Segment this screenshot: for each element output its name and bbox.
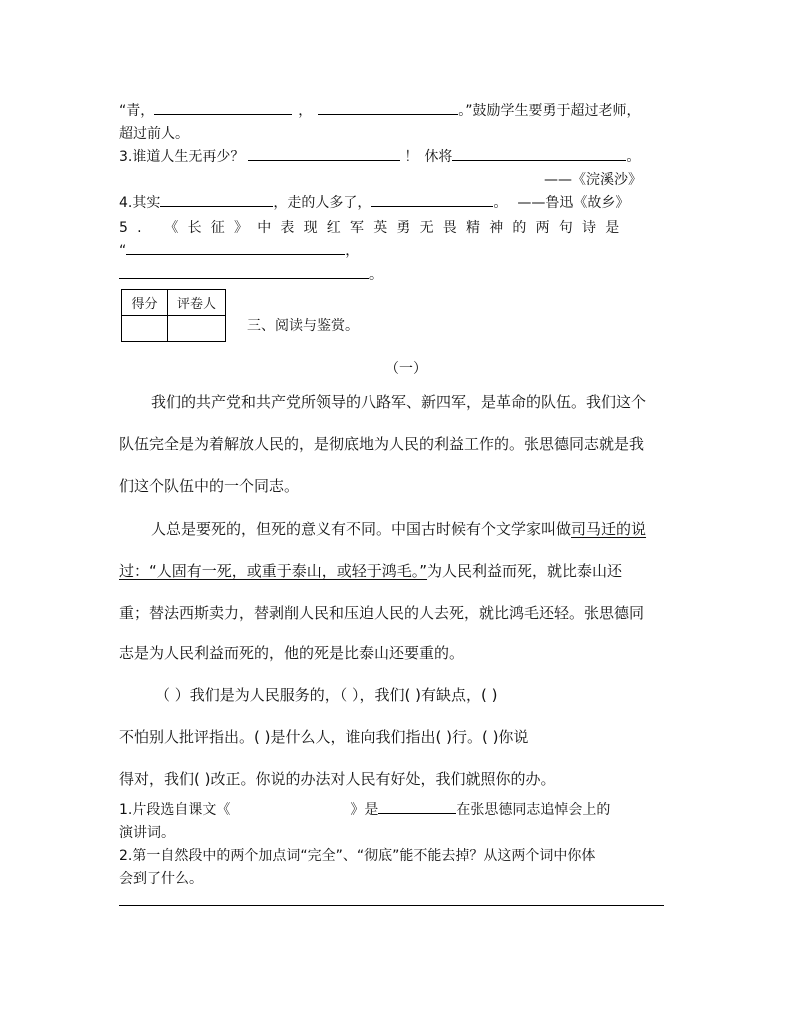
q2-blank-1[interactable] <box>154 101 292 115</box>
q2-end-quote: 。” <box>458 103 473 119</box>
passage-p2-l2-underlined: 过：“人固有一死，或重于泰山，或轻于鸿毛。” <box>119 562 428 580</box>
passage-p3-l3: 得对，我们( )改正。你说的办法对人民有好处，我们就照你的办。 <box>119 770 556 788</box>
question-2-line1: 2.第一自然段中的两个加点词“完全”、“彻底”能不能去掉？从这两个词中你体 <box>119 848 596 864</box>
q4-source: ——鲁迅《故乡》 <box>517 195 630 211</box>
q2-line2: 超过前人。 <box>119 126 189 142</box>
q5-blank-1[interactable] <box>126 241 345 255</box>
q5-end: 。 <box>369 267 383 283</box>
q5-open-quote: “ <box>119 243 127 259</box>
q3-text-b: 休将 <box>424 149 453 165</box>
q3-excl: ！ <box>404 149 419 165</box>
q4-text-a: 其实 <box>132 195 161 211</box>
score-table <box>121 289 226 342</box>
part-heading: （一） <box>385 361 427 377</box>
passage-p2-l3: 重；替法西斯卖力，替剥削人民和压迫人民的人去死，就比鸿毛还轻。张思德同 <box>119 604 645 622</box>
score-cell[interactable] <box>122 316 168 342</box>
answer-line[interactable] <box>119 905 664 906</box>
q5-line3 <box>119 264 383 284</box>
q4-blank-1[interactable] <box>160 193 273 207</box>
q4-blank-2[interactable] <box>371 193 493 207</box>
q3-text-a: 谁道人生无再少？ <box>132 149 245 165</box>
q5-blank-2[interactable] <box>119 265 369 279</box>
section-title: 三、阅读与鉴赏。 <box>247 318 359 334</box>
q2-line1 <box>119 100 641 120</box>
q5-line2 <box>119 240 359 260</box>
passage-p2-l1-underlined: 司马迁的说 <box>571 520 647 538</box>
q1-text-b: 》是 <box>350 802 379 818</box>
passage-p3-l1: （ ）我们是为人民服务的，（ ），我们( )有缺点，( ) <box>155 686 498 704</box>
question-2-line2: 会到了什么。 <box>119 871 203 887</box>
passage-p2-l2-text: 为人民利益而死，就比泰山还 <box>427 562 623 580</box>
passage-p2-l1 <box>151 518 646 539</box>
passage-p2-l1-text: 人总是要死的，但死的意义有不同。中国古时候有个文学家叫做 <box>151 520 572 538</box>
q2-open-quote: “青， <box>119 103 155 119</box>
grader-header: 评卷人 <box>168 290 226 316</box>
q4-num: 4. <box>119 195 133 211</box>
passage-p2-l2 <box>119 560 622 581</box>
q3-end: 。 <box>626 149 641 165</box>
q1-text-c: 在张思德同志追悼会上的 <box>456 802 611 818</box>
q5-comma: ， <box>345 243 360 259</box>
q1-blank-author[interactable] <box>378 800 456 814</box>
question-1-line1 <box>119 799 610 819</box>
q4-text-b: ，走的人多了， <box>273 195 372 211</box>
q3-blank-1[interactable] <box>248 147 400 161</box>
q4-end: 。 <box>493 195 508 211</box>
q3-line <box>119 146 640 166</box>
q3-num: 3. <box>119 149 133 165</box>
passage-p3-l2: 不怕别人批评指出。( )是什么人，谁向我们指出( )行。( )你说 <box>119 728 529 746</box>
q1-text-a: 1.片段选自课文《 <box>119 802 231 818</box>
q3-blank-2[interactable] <box>452 147 626 161</box>
q3-source: ——《浣溪沙》 <box>544 172 642 188</box>
grader-cell[interactable] <box>168 316 226 342</box>
q2-blank-2[interactable] <box>318 101 458 115</box>
q5-line1: 5. 《长征》中表现红军英勇无畏精神的两句诗是 <box>119 220 629 236</box>
q4-line <box>119 192 629 212</box>
question-1-line2: 演讲词。 <box>119 825 175 841</box>
q2-tail: 鼓励学生要勇于超过老师， <box>472 103 641 119</box>
passage-p1-l1: 我们的共产党和共产党所领导的八路军、新四军，是革命的队伍。我们这个 <box>151 393 647 411</box>
passage-p1-l2: 队伍完全是为着解放人民的，是彻底地为人民的利益工作的。张思德同志就是我 <box>119 435 645 453</box>
passage-p1-l3: 们这个队伍中的一个同志。 <box>119 477 300 495</box>
q2-comma: ， <box>298 103 313 119</box>
score-header: 得分 <box>122 290 168 316</box>
passage-p2-l4: 志是为人民利益而死的，他的死是比泰山还要重的。 <box>119 644 465 662</box>
